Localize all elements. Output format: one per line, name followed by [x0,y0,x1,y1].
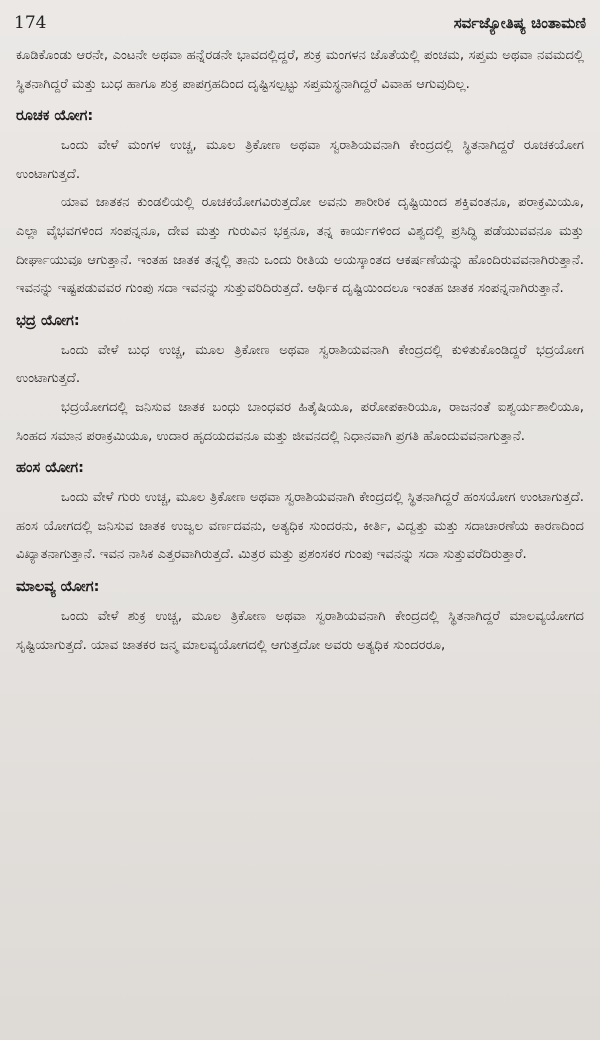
paragraph: ಕೂಡಿಕೊಂಡು ಆರನೇ, ಎಂಟನೇ ಅಥವಾ ಹನ್ನೆರಡನೇ ಭಾವದಲ್ಲಿದ್ದರೆ, ಶುಕ್ರ ಮಂಗಳನ ಜೊತೆಯಲ್ಲಿ ಪಂಚಮ, ಸಪ್ತಮ ಅಥವಾ ನವಮದಲ್ಲಿ ಸ್ಥಿತನಾಗಿದ್ದರೆ ಮತ್ತು ಬುಧ ಹಾಗೂ ಶುಕ್ರ ಪಾಪಗ್ರಹದಿಂದ ದೃಷ್ಟಿಸಲ್ಪಟ್ಟು ಸಪ್ತಮಸ್ಥನಾಗಿದ್ದರೆ ವಿವಾಹ ಆಗುವುದಿಲ್ಲ. [16,48,584,92]
paragraph: ಒಂದು ವೇಳೆ ಮಂಗಳ ಉಚ್ಚ, ಮೂಲ ತ್ರಿಕೋಣ ಅಥವಾ ಸ್ವರಾಶಿಯವನಾಗಿ ಕೇಂದ್ರದಲ್ಲಿ ಸ್ಥಿತನಾಗಿದ್ದರೆ ರೂಚಕಯೋಗ ಉಂಟಾಗುತ್ತದೆ. [16,138,584,182]
page-number: 174 [14,13,47,33]
section-heading-malavya: ಮಾಲವ್ಯ ಯೋಗ: [16,578,100,595]
paragraph: ಭದ್ರಯೋಗದಲ್ಲಿ ಜನಿಸುವ ಜಾತಕ ಬಂಧು ಬಾಂಧವರ ಹಿತೈಷಿಯೂ, ಪರೋಪಕಾರಿಯೂ, ರಾಜನಂತೆ ಐಶ್ವರ್ಯಶಾಲಿಯೂ, ಸಿಂಹದ ಸಮಾನ ಪರಾಕ್ರಮಿಯೂ, ಉದಾರ ಹೃದಯದವನೂ ಮತ್ತು ಜೀವನದಲ್ಲಿ ನಿಧಾನವಾಗಿ ಪ್ರಗತಿ ಹೊಂದುವವನಾಗುತ್ತಾನೆ. [16,399,584,444]
section-heading-bhadra: ಭದ್ರ ಯೋಗ: [16,312,80,329]
section-heading-ruchaka: ರೂಚಕ ಯೋಗ: [16,108,94,125]
paragraph: ಒಂದು ವೇಳೆ ಬುಧ ಉಚ್ಚ, ಮೂಲ ತ್ರಿಕೋಣ ಅಥವಾ ಸ್ವರಾಶಿಯವನಾಗಿ ಕೇಂದ್ರದಲ್ಲಿ ಕುಳಿತುಕೊಂಡಿದ್ದರೆ ಭದ್ರಯೋಗ ಉಂಟಾಗುತ್ತದೆ. [16,342,584,387]
paragraph: ಯಾವ ಜಾತಕನ ಕುಂಡಲಿಯಲ್ಲಿ ರೂಚಕಯೋಗವಿರುತ್ತದೋ ಅವನು ಶಾರೀರಿಕ ದೃಷ್ಟಿಯಿಂದ ಶಕ್ತಿವಂತನೂ, ಪರಾಕ್ರಮಿಯೂ, ಎಲ್ಲಾ ವೈಭವಗಳಿಂದ ಸಂಪನ್ನನೂ, ದೇವ ಮತ್ತು ಗುರುವಿನ ಭಕ್ತನೂ, ತನ್ನ ಕಾರ್ಯಗಳಿಂದ ವಿಶ್ವದಲ್ಲಿ ಪ್ರಸಿದ್ಧಿ ಪಡೆಯುವವನೂ ಮತ್ತು ದೀರ್ಘಾಯುವೂ ಆಗುತ್ತಾನೆ. ಇಂತಹ ಜಾತಕ ತನ್ನಲ್ಲಿ ತಾನು ಒಂದು ರೀತಿಯ ಅಯಸ್ಕಾಂತದ ಆಕರ್ಷಣೆಯನ್ನು ಹೊಂದಿರುವವನಾಗಿರುತ್ತಾನೆ. ಇವನನ್ನು ಇಷ್ಟಪಡುವವರ ಗುಂಪು ಸದಾ ಇವನನ್ನು ಸುತ್ತುವರಿದಿರುತ್ತದೆ. ಆರ್ಥಿಕ ದೃಷ್ಟಿಯಿಂದಲೂ ಇಂತಹ ಜಾತಕ ಸಂಪನ್ನನಾಗಿರುತ್ತಾನೆ. [16,195,584,297]
section-heading-hamsa: ಹಂಸ ಯೋಗ: [16,460,84,477]
page-body [16,42,584,660]
page-header [14,8,586,38]
paragraph: ಒಂದು ವೇಳೆ ಗುರು ಉಚ್ಚ, ಮೂಲ ತ್ರಿಕೋಣ ಅಥವಾ ಸ್ವರಾಶಿಯವನಾಗಿ ಕೇಂದ್ರದಲ್ಲಿ ಸ್ಥಿತನಾಗಿದ್ದರೆ ಹಂಸಯೋಗ ಉಂಟಾಗುತ್ತದೆ. ಹಂಸ ಯೋಗದಲ್ಲಿ ಜನಿಸುವ ಜಾತಕ ಉಜ್ವಲ ವರ್ಣದವನು, ಅತ್ಯಧಿಕ ಸುಂದರನು, ಕೀರ್ತಿ, ವಿದ್ವತ್ತು ಮತ್ತು ಸದಾಚಾರಣೆಯ ಕಾರಣದಿಂದ ವಿಖ್ಯಾತನಾಗುತ್ತಾನೆ. ಇವನ ನಾಸಿಕ ಎತ್ತರವಾಗಿರುತ್ತದೆ. ಮಿತ್ರರ ಮತ್ತು ಪ್ರಶಂಸಕರ ಗುಂಪು ಇವನನ್ನು ಸದಾ ಸುತ್ತುವರೆದಿರುತ್ತಾರೆ. [16,490,584,563]
paragraph: ಒಂದು ವೇಳೆ ಶುಕ್ರ ಉಚ್ಚ, ಮೂಲ ತ್ರಿಕೋಣ ಅಥವಾ ಸ್ವರಾಶಿಯವನಾಗಿ ಕೇಂದ್ರದಲ್ಲಿ ಸ್ಥಿತನಾಗಿದ್ದರೆ ಮಾಲವ್ಯಯೋಗದ ಸೃಷ್ಟಿಯಾಗುತ್ತದೆ. ಯಾವ ಜಾತಕರ ಜನ್ಮ ಮಾಲವ್ಯಯೋಗದಲ್ಲಿ ಆಗುತ್ತದೋ ಅವರು ಅತ್ಯಧಿಕ ಸುಂದರರೂ, [16,608,584,653]
running-title: ಸರ್ವಜ್ಯೋತಿಷ್ಯ ಚಿಂತಾಮಣಿ [453,14,586,32]
